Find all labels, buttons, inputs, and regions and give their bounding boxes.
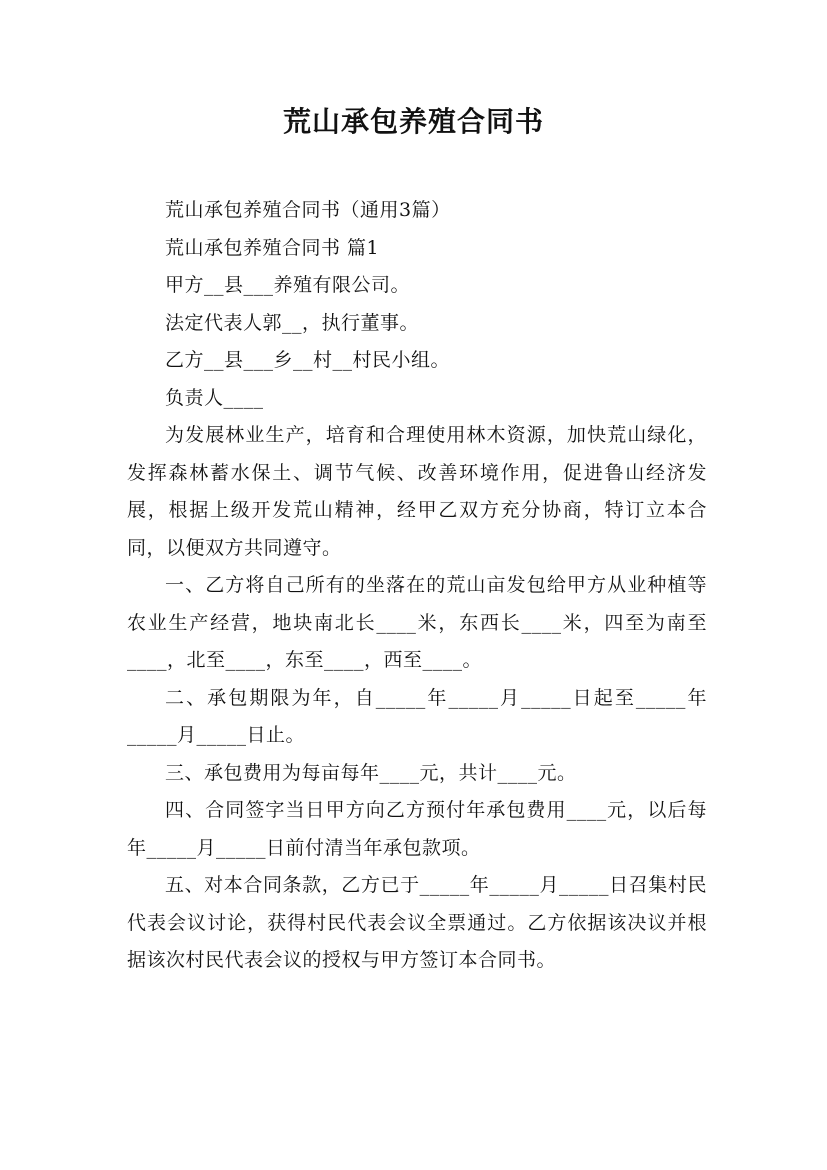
paragraph-clause-5: 五、对本合同条款，乙方已于_____年_____月_____日召集村民代表会议讨论，获得村民代表会议全票通过。乙方依据该决议并根据该次村民代表会议的授权与甲方签订本合同书。 — [127, 874, 707, 971]
paragraph-party-b: 乙方__县___乡__村__村民小组。 — [165, 349, 451, 371]
document-title: 荒山承包养殖合同书 — [282, 105, 544, 138]
document-body — [127, 192, 707, 980]
paragraph-section-heading: 荒山承包养殖合同书 篇1 — [165, 236, 380, 259]
paragraph-subtitle: 荒山承包养殖合同书（通用3篇） — [165, 199, 451, 221]
paragraph-legal-representative: 法定代表人郭__，执行董事。 — [165, 311, 420, 334]
paragraph-party-a: 甲方__县___养殖有限公司。 — [165, 274, 411, 296]
paragraph-clause-3: 三、承包费用为每亩每年____元，共计____元。 — [165, 761, 577, 784]
paragraph-responsible-person: 负责人____ — [165, 386, 264, 409]
paragraph-purpose: 为发展林业生产，培育和合理使用林木资源，加快荒山绿化，发挥森林蓄水保土、调节气候、改善环境作用，促进鲁山经济发展，根据上级开发荒山精神，经甲乙双方充分协商，特订立本合同，以便双方共同遵守。 — [127, 424, 707, 559]
paragraph-clause-4: 四、合同签字当日甲方向乙方预付年承包费用____元，以后每年_____月_____日前付清当年承包款项。 — [127, 799, 707, 859]
paragraph-clause-2: 二、承包期限为年，自_____年_____月_____日起至_____年_____月_____日止。 — [127, 686, 707, 746]
paragraph-clause-1: 一、乙方将自己所有的坐落在的荒山亩发包给甲方从业种植等农业生产经营，地块南北长____米，东西长____米，四至为南至____，北至____，东至____，西至____。 — [127, 574, 707, 671]
